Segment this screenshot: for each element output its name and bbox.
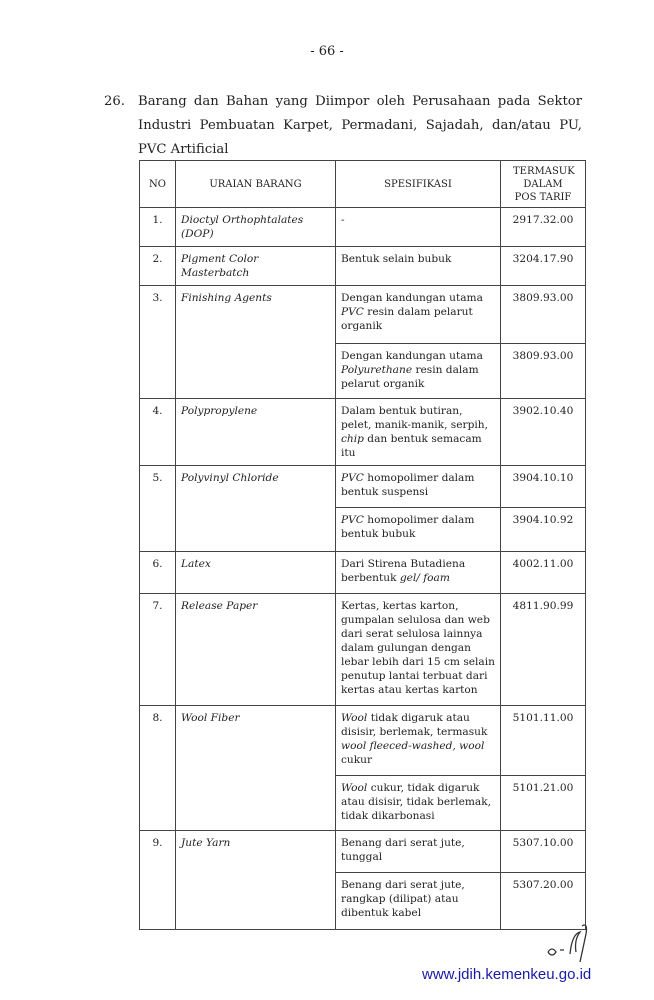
item-name: Polyvinyl Chloride — [176, 466, 336, 552]
item-name: Latex — [176, 552, 336, 594]
tariff-code: 5101.21.00 — [501, 776, 586, 831]
specification-text: Dengan kandungan utama — [341, 350, 483, 362]
specification-text: Polyurethane — [341, 364, 413, 376]
header-no: NO — [140, 161, 176, 208]
specification-text: Bentuk selain bubuk — [341, 253, 452, 265]
header-uraian-barang: URAIAN BARANG — [176, 161, 336, 208]
tariff-code: 5307.20.00 — [501, 873, 586, 930]
specification-text: Benang dari serat jute, tunggal — [341, 837, 465, 863]
specification — [336, 344, 501, 399]
row-number: 5. — [140, 466, 176, 552]
row-number: 3. — [140, 286, 176, 399]
section-title: Barang dan Bahan yang Diimpor oleh Perusahaan pada Sektor Industri Pembuatan Karpet, Permadani, Sajadah, dan/atau PU, PVC Artificial — [138, 94, 582, 157]
table-row — [140, 247, 586, 286]
tariff-code: 3809.93.00 — [501, 286, 586, 344]
specification-text: chip — [341, 433, 364, 445]
table-row — [140, 466, 586, 508]
section-heading — [104, 90, 582, 162]
specification — [336, 247, 501, 286]
specification-text: tidak digaruk atau disisir, berlemak, termasuk — [341, 712, 488, 738]
specification-text: - — [341, 214, 345, 226]
table-row — [140, 706, 586, 776]
item-name: Pigment Color Masterbatch — [176, 247, 336, 286]
table-row — [140, 399, 586, 466]
specification-text: Wool — [341, 782, 368, 794]
import-goods-table — [139, 160, 586, 930]
specification — [336, 706, 501, 776]
tariff-code: 5101.11.00 — [501, 706, 586, 776]
tariff-code: 3904.10.92 — [501, 508, 586, 552]
signature-initials — [540, 922, 600, 962]
row-number: 9. — [140, 831, 176, 930]
table-row — [140, 208, 586, 247]
tariff-code: 3904.10.10 — [501, 466, 586, 508]
item-name: Dioctyl Orthophtalates (DOP) — [176, 208, 336, 247]
tariff-code: 5307.10.00 — [501, 831, 586, 873]
header-spesifikasi: SPESIFIKASI — [336, 161, 501, 208]
specification-text: Benang dari serat jute, rangkap (dilipat) atau dibentuk kabel — [341, 879, 465, 919]
item-name: Jute Yarn — [176, 831, 336, 930]
specification — [336, 552, 501, 594]
tariff-code: 3809.93.00 — [501, 344, 586, 399]
tariff-code: 4002.11.00 — [501, 552, 586, 594]
specification-text: cukur — [341, 754, 373, 766]
specification-text: cukur, tidak digaruk atau disisir, tidak berlemak, tidak dikarbonasi — [341, 782, 491, 822]
tariff-code: 2917.32.00 — [501, 208, 586, 247]
specification — [336, 594, 501, 706]
table-row — [140, 552, 586, 594]
specification — [336, 466, 501, 508]
tariff-code: 3902.10.40 — [501, 399, 586, 466]
specification-text: resin dalam pelarut organik — [341, 306, 473, 332]
specification-text: dan bentuk semacam itu — [341, 433, 482, 459]
specification — [336, 776, 501, 831]
item-name: Polypropylene — [176, 399, 336, 466]
row-number: 1. — [140, 208, 176, 247]
specification-text: gel/ foam — [399, 572, 450, 584]
specification-text: Dengan kandungan utama — [341, 292, 483, 304]
specification — [336, 873, 501, 930]
specification-text: Kertas, kertas karton, gumpalan selulosa dan web dari serat selulosa lainnya dalam gulungan dengan lebar lebih dari 15 cm selain penutup lantai terbuat dari kertas atau kertas karton — [341, 600, 495, 696]
specification-text: PVC — [341, 514, 364, 526]
specification-text: Dalam bentuk butiran, pelet, manik-manik, serpih, — [341, 405, 488, 431]
item-name: Release Paper — [176, 594, 336, 706]
specification-text: homopolimer dalam bentuk suspensi — [341, 472, 475, 498]
table-row — [140, 594, 586, 706]
specification-text: Dari Stirena Butadiena berbentuk — [341, 558, 466, 584]
specification-text: Wool — [341, 712, 368, 724]
row-number: 6. — [140, 552, 176, 594]
specification — [336, 508, 501, 552]
specification-text: PVC — [341, 472, 364, 484]
specification — [336, 399, 501, 466]
specification-text: wool fleeced-washed, wool — [341, 740, 485, 752]
row-number: 8. — [140, 706, 176, 831]
table-row — [140, 831, 586, 873]
tariff-code: 4811.90.99 — [501, 594, 586, 706]
specification — [336, 831, 501, 873]
page-number: - 66 - — [310, 44, 344, 59]
table-header-row — [140, 161, 586, 208]
section-number: 26. — [104, 94, 125, 109]
specification-text: resin dalam pelarut organik — [341, 364, 479, 390]
row-number: 2. — [140, 247, 176, 286]
specification-text: PVC — [341, 306, 364, 318]
row-number: 7. — [140, 594, 176, 706]
tariff-code: 3204.17.90 — [501, 247, 586, 286]
item-name: Finishing Agents — [176, 286, 336, 399]
specification — [336, 208, 501, 247]
specification — [336, 286, 501, 344]
row-number: 4. — [140, 399, 176, 466]
header-pos-tarif: TERMASUK DALAM POS TARIF — [501, 161, 586, 208]
table-row — [140, 286, 586, 344]
item-name: Wool Fiber — [176, 706, 336, 831]
specification-text: homopolimer dalam bentuk bubuk — [341, 514, 475, 540]
footer-url[interactable]: www.jdih.kemenkeu.go.id — [422, 966, 592, 983]
